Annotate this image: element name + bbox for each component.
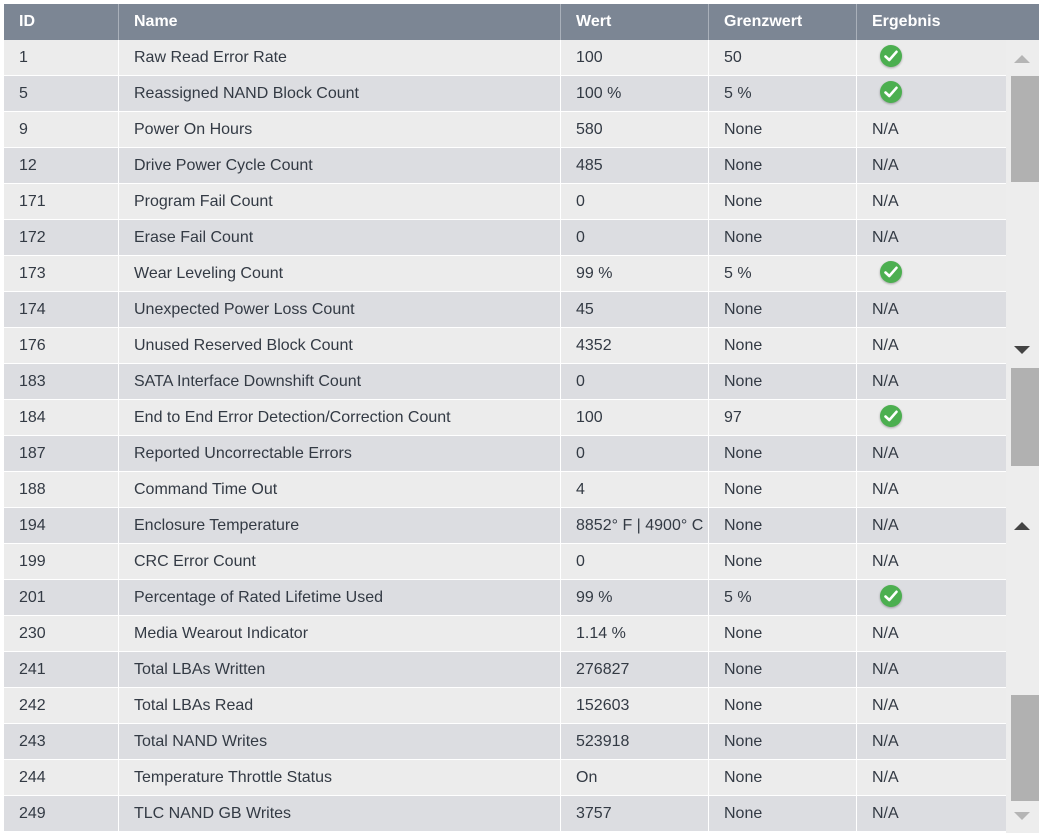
table-row[interactable] [4, 76, 1006, 112]
cell-result: N/A [872, 301, 899, 318]
cell-result: N/A [872, 661, 899, 678]
cell-limit: None [709, 652, 857, 687]
table-row[interactable] [4, 760, 1006, 796]
cell-name: Temperature Throttle Status [119, 760, 561, 795]
cell-id: 187 [4, 436, 119, 471]
cell-result [857, 256, 1006, 291]
cell-limit: None [709, 364, 857, 399]
cell-limit: None [709, 688, 857, 723]
cell-result: N/A [872, 337, 899, 354]
table-row[interactable] [4, 508, 1006, 544]
cell-value: 0 [561, 544, 709, 579]
cell-limit: None [709, 472, 857, 507]
cell-name: Drive Power Cycle Count [119, 148, 561, 183]
cell-name: SATA Interface Downshift Count [119, 364, 561, 399]
table-row[interactable] [4, 652, 1006, 688]
cell-name: Power On Hours [119, 112, 561, 147]
cell-value: 100 % [561, 76, 709, 111]
smart-attributes-grid [4, 4, 1039, 833]
cell-value: 0 [561, 436, 709, 471]
cell-id: 173 [4, 256, 119, 291]
cell-value: 276827 [561, 652, 709, 687]
cell-limit: None [709, 760, 857, 795]
cell-result: N/A [872, 805, 899, 822]
table-row[interactable] [4, 400, 1006, 436]
table-row[interactable] [4, 148, 1006, 184]
cell-result [857, 76, 1006, 111]
cell-value: 152603 [561, 688, 709, 723]
cell-id: 171 [4, 184, 119, 219]
table-row[interactable] [4, 112, 1006, 148]
cell-result: N/A [872, 445, 899, 462]
cell-result: N/A [872, 193, 899, 210]
cell-name: Command Time Out [119, 472, 561, 507]
table-row[interactable] [4, 292, 1006, 328]
scroll-up-icon[interactable] [1014, 55, 1030, 63]
cell-name: Reassigned NAND Block Count [119, 76, 561, 111]
cell-result: N/A [872, 373, 899, 390]
cell-result [857, 400, 1006, 435]
cell-name: Unexpected Power Loss Count [119, 292, 561, 327]
cell-value: 1.14 % [561, 616, 709, 651]
cell-limit: None [709, 436, 857, 471]
cell-result: N/A [872, 697, 899, 714]
cell-result [857, 580, 1006, 615]
cell-name: Percentage of Rated Lifetime Used [119, 580, 561, 615]
cell-limit: None [709, 184, 857, 219]
cell-limit: None [709, 616, 857, 651]
cell-limit: None [709, 508, 857, 543]
table-row[interactable] [4, 40, 1006, 76]
scrollbar-thumb[interactable] [1011, 695, 1039, 801]
cell-value: On [561, 760, 709, 795]
table-row[interactable] [4, 364, 1006, 400]
table-row[interactable] [4, 580, 1006, 616]
header-name[interactable]: Name [119, 4, 561, 40]
cell-name: Total NAND Writes [119, 724, 561, 759]
cell-value: 485 [561, 148, 709, 183]
cell-value: 99 % [561, 580, 709, 615]
cell-id: 172 [4, 220, 119, 255]
cell-value: 4352 [561, 328, 709, 363]
cell-name: Program Fail Count [119, 184, 561, 219]
cell-value: 0 [561, 220, 709, 255]
cell-name: Unused Reserved Block Count [119, 328, 561, 363]
table-row[interactable] [4, 184, 1006, 220]
cell-name: Total LBAs Written [119, 652, 561, 687]
cell-value: 523918 [561, 724, 709, 759]
cell-id: 176 [4, 328, 119, 363]
cell-id: 9 [4, 112, 119, 147]
cell-id: 12 [4, 148, 119, 183]
cell-result: N/A [872, 229, 899, 246]
table-row[interactable] [4, 616, 1006, 652]
cell-limit: None [709, 544, 857, 579]
cell-id: 249 [4, 796, 119, 831]
cell-name: Enclosure Temperature [119, 508, 561, 543]
cell-result: N/A [872, 625, 899, 642]
cell-value: 45 [561, 292, 709, 327]
cell-id: 184 [4, 400, 119, 435]
cell-id: 242 [4, 688, 119, 723]
scroll-up-icon[interactable] [1014, 522, 1030, 530]
cell-limit: None [709, 328, 857, 363]
cell-limit: 5 % [709, 580, 857, 615]
scrollbar-2[interactable] [1006, 363, 1039, 481]
grid-header [4, 4, 1039, 40]
table-row[interactable] [4, 328, 1006, 364]
cell-value: 580 [561, 112, 709, 147]
table-row[interactable] [4, 472, 1006, 508]
header-result[interactable]: Ergebnis [872, 13, 941, 30]
cell-name: Raw Read Error Rate [119, 40, 561, 75]
cell-name: End to End Error Detection/Correction Count [119, 400, 561, 435]
cell-result: N/A [872, 121, 899, 138]
cell-value: 0 [561, 364, 709, 399]
cell-limit: None [709, 796, 857, 831]
cell-result: N/A [872, 517, 899, 534]
cell-name: Reported Uncorrectable Errors [119, 436, 561, 471]
scrollbar-thumb[interactable] [1011, 368, 1039, 466]
table-row[interactable] [4, 436, 1006, 472]
table-row[interactable] [4, 724, 1006, 760]
scrollbar-3[interactable] [1006, 481, 1039, 833]
cell-id: 5 [4, 76, 119, 111]
cell-limit: None [709, 220, 857, 255]
scrollbar-1[interactable] [1006, 40, 1039, 363]
cell-id: 188 [4, 472, 119, 507]
cell-name: CRC Error Count [119, 544, 561, 579]
cell-id: 1 [4, 40, 119, 75]
cell-value: 8852° F | 4900° C [561, 508, 709, 543]
cell-value: 100 [561, 400, 709, 435]
cell-value: 4 [561, 472, 709, 507]
scroll-down-icon[interactable] [1014, 346, 1030, 354]
table-row[interactable] [4, 688, 1006, 724]
cell-value: 99 % [561, 256, 709, 291]
ok-icon [880, 585, 902, 607]
cell-id: 194 [4, 508, 119, 543]
scroll-down-icon[interactable] [1014, 812, 1030, 820]
cell-limit: None [709, 148, 857, 183]
ok-icon [880, 45, 902, 67]
ok-icon [880, 405, 902, 427]
header-limit[interactable]: Grenzwert [709, 4, 857, 40]
cell-id: 174 [4, 292, 119, 327]
table-row[interactable] [4, 544, 1006, 580]
ok-icon [880, 81, 902, 103]
cell-id: 183 [4, 364, 119, 399]
cell-name: Media Wearout Indicator [119, 616, 561, 651]
cell-limit: None [709, 112, 857, 147]
table-row[interactable] [4, 796, 1006, 832]
cell-id: 241 [4, 652, 119, 687]
cell-value: 0 [561, 184, 709, 219]
cell-id: 199 [4, 544, 119, 579]
cell-result: N/A [872, 157, 899, 174]
ok-icon [880, 261, 902, 283]
cell-name: Wear Leveling Count [119, 256, 561, 291]
cell-result: N/A [872, 733, 899, 750]
cell-limit: None [709, 724, 857, 759]
grid-body [4, 40, 1006, 832]
cell-name: Erase Fail Count [119, 220, 561, 255]
cell-name: Total LBAs Read [119, 688, 561, 723]
cell-limit: 97 [709, 400, 857, 435]
cell-limit: 5 % [709, 256, 857, 291]
cell-result: N/A [872, 553, 899, 570]
cell-value: 100 [561, 40, 709, 75]
cell-result: N/A [872, 481, 899, 498]
scrollbar-thumb[interactable] [1011, 76, 1039, 182]
header-id[interactable]: ID [4, 4, 119, 40]
cell-name: TLC NAND GB Writes [119, 796, 561, 831]
cell-limit: 50 [709, 40, 857, 75]
cell-id: 243 [4, 724, 119, 759]
table-row[interactable] [4, 256, 1006, 292]
cell-id: 201 [4, 580, 119, 615]
cell-value: 3757 [561, 796, 709, 831]
cell-result: N/A [872, 769, 899, 786]
cell-limit: 5 % [709, 76, 857, 111]
cell-id: 230 [4, 616, 119, 651]
cell-limit: None [709, 292, 857, 327]
cell-id: 244 [4, 760, 119, 795]
header-value[interactable]: Wert [561, 4, 709, 40]
table-row[interactable] [4, 220, 1006, 256]
cell-result [857, 40, 1006, 75]
